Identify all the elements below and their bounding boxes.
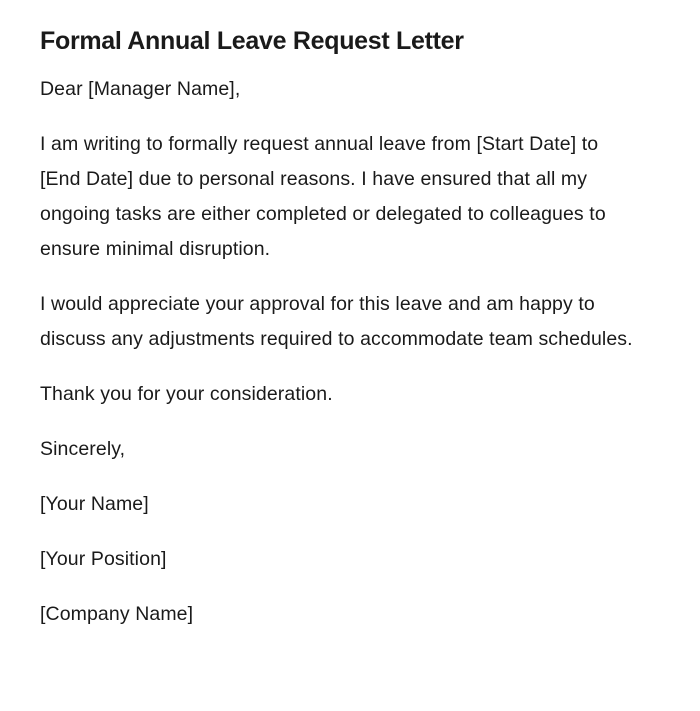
body-paragraph: I would appreciate your approval for this leave and am happy to discuss any adjustments required to accommodate team schedules. bbox=[40, 293, 633, 350]
salutation: Dear [Manager Name], bbox=[40, 78, 241, 100]
signature-name: [Your Name] bbox=[40, 493, 149, 515]
signature-position: [Your Position] bbox=[40, 548, 167, 570]
body-paragraph: I am writing to formally request annual leave from [Start Date] to [End Date] due to personal reasons. I have ensured that all my ongoing tasks are either completed or delegated to colleagues to ensure minimal disruption. bbox=[40, 133, 606, 260]
closing: Sincerely, bbox=[40, 438, 126, 460]
body-paragraph: Thank you for your consideration. bbox=[40, 383, 333, 405]
letter-title: Formal Annual Leave Request Letter bbox=[40, 27, 464, 55]
signature-company: [Company Name] bbox=[40, 603, 194, 625]
